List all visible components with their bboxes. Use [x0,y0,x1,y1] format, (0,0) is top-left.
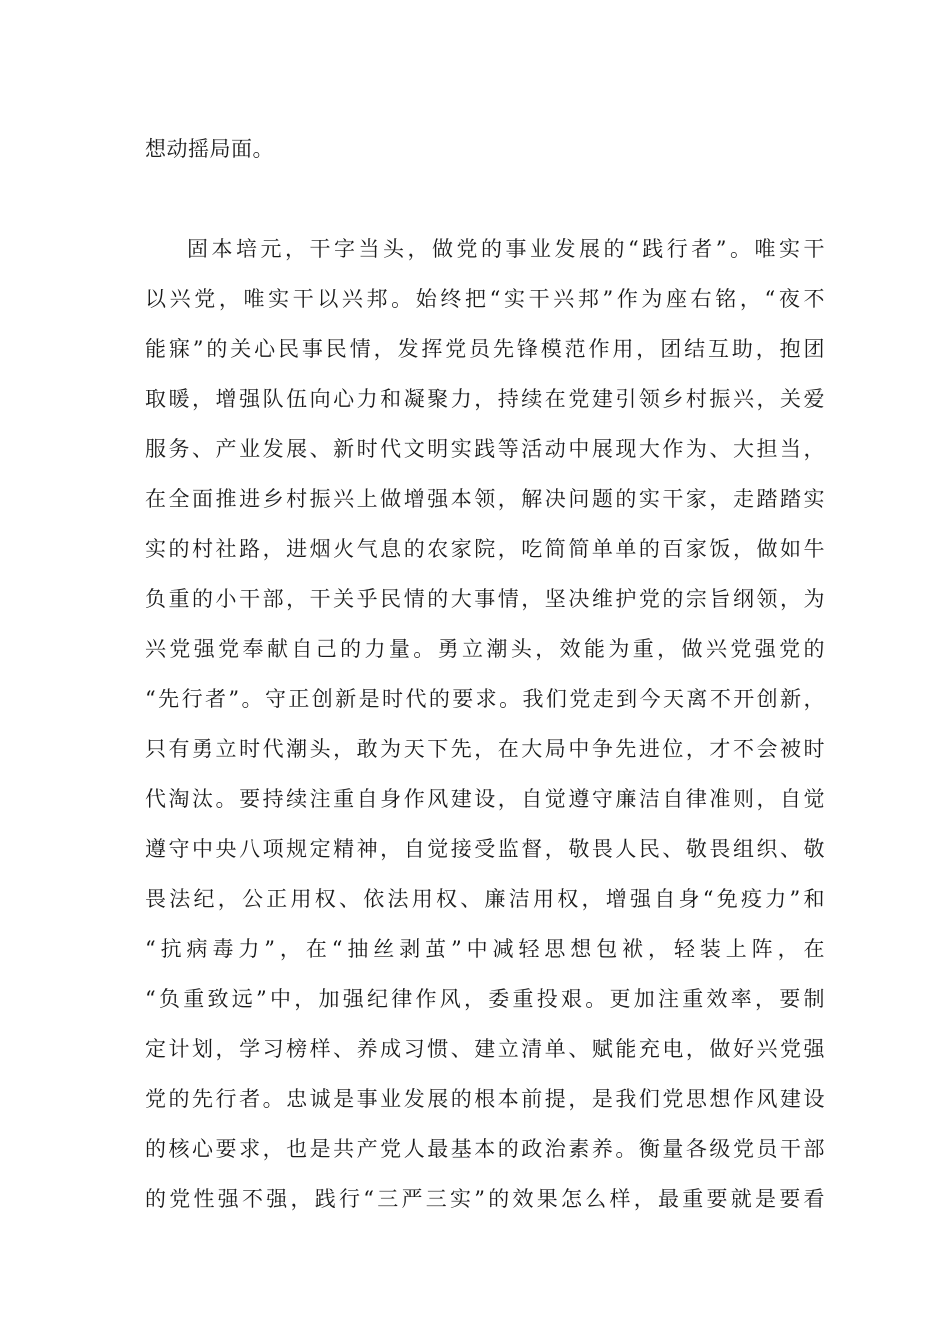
text-line: 想动摇局面。 [145,137,274,161]
text-line: 实的村社路，进烟火气息的农家院，吃简简单单的百家饭，做如牛 [145,537,825,561]
text-line: 兴党强党奉献自己的力量。勇立潮头，效能为重，做兴党强党的 [145,637,825,661]
text-line: 能寐”的关心民事民情，发挥党员先锋模范作用，团结互助，抱团 [145,337,825,361]
text-line: “负重致远”中，加强纪律作风，委重投艰。更加注重效率，要制 [145,987,825,1011]
text-line: 只有勇立时代潮头，敢为天下先，在大局中争先进位，才不会被时 [145,737,825,761]
text-line: 遵守中央八项规定精神，自觉接受监督，敬畏人民、敬畏组织、敬 [145,837,825,861]
text-line: 党的先行者。忠诚是事业发展的根本前提，是我们党思想作风建设 [145,1087,825,1111]
text-line: “先行者”。守正创新是时代的要求。我们党走到今天离不开创新， [145,687,825,711]
text-line: “抗病毒力”，在“抽丝剥茧”中减轻思想包袱，轻装上阵，在 [145,937,825,961]
text-line: 在全面推进乡村振兴上做增强本领，解决问题的实干家，走踏踏实 [145,487,825,511]
text-line: 的党性强不强，践行“三严三实”的效果怎么样，最重要就是要看 [145,1187,825,1211]
text-line: 负重的小干部，干关乎民情的大事情，坚决维护党的宗旨纲领，为 [145,587,825,611]
paragraph-first-line: 固本培元，干字当头，做党的事业发展的“践行者”。唯实干 [187,237,825,261]
text-line: 定计划，学习榜样、养成习惯、建立清单、赋能充电，做好兴党强 [145,1037,825,1061]
text-line: 服务、产业发展、新时代文明实践等活动中展现大作为、大担当， [145,437,825,461]
text-line: 以兴党，唯实干以兴邦。始终把“实干兴邦”作为座右铭，“夜不 [145,287,825,311]
text-line: 的核心要求，也是共产党人最基本的政治素养。衡量各级党员干部 [145,1137,825,1161]
text-line: 畏法纪，公正用权、依法用权、廉洁用权，增强自身“免疫力”和 [145,887,825,911]
text-line: 代淘汰。要持续注重自身作风建设，自觉遵守廉洁自律准则，自觉 [145,787,825,811]
text-line: 取暖，增强队伍向心力和凝聚力，持续在党建引领乡村振兴，关爱 [145,387,825,411]
